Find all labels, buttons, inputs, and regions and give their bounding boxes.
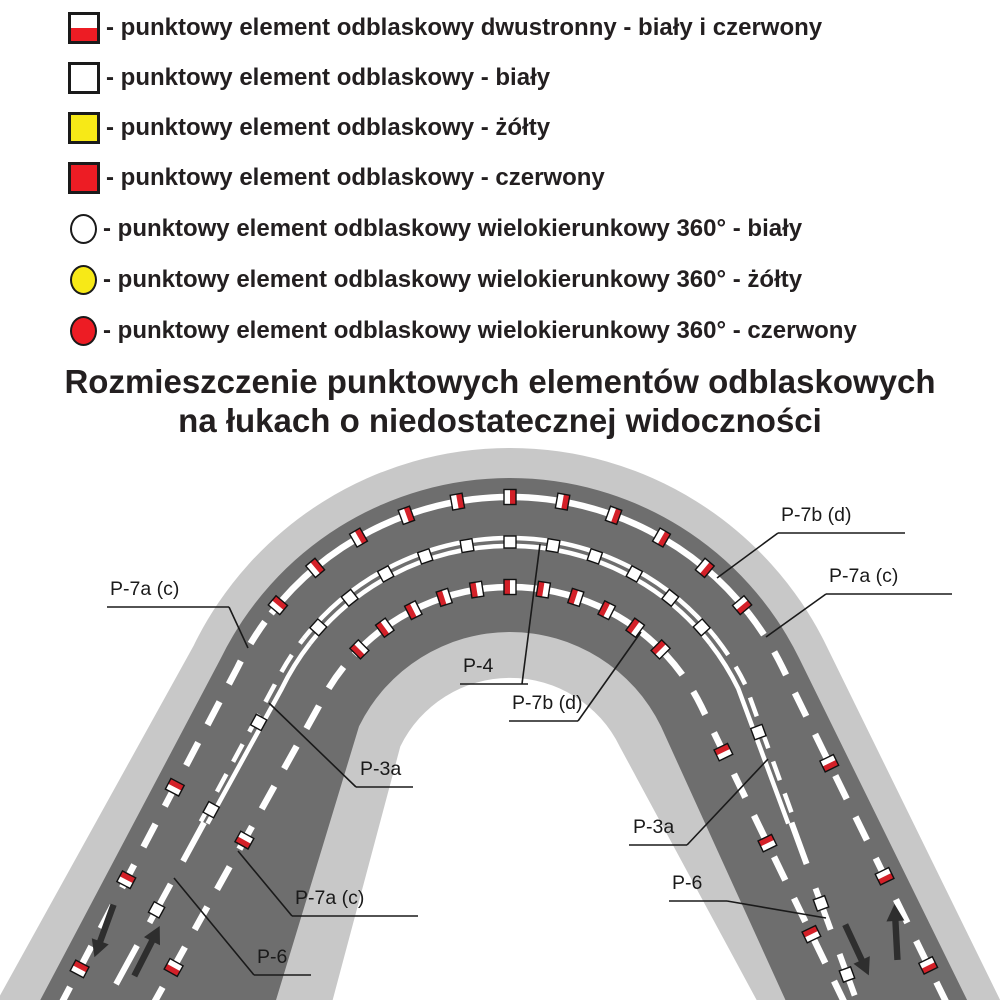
square-red-icon xyxy=(68,162,100,194)
line-label-p7b-top-right: P-7b (d) xyxy=(781,504,852,526)
legend-item-label: - punktowy element odblaskowy - czerwony xyxy=(106,164,605,191)
legend-item-label: - punktowy element odblaskowy dwustronny - biały i czerwony xyxy=(106,14,823,41)
line-label-p7a-bottom-left: P-7a (c) xyxy=(295,887,365,909)
line-label-p6-left: P-6 xyxy=(257,946,288,968)
center-line-marker xyxy=(504,536,516,548)
inner-edge-marker xyxy=(536,581,550,598)
inner-edge-marker-part xyxy=(504,580,510,595)
line-label-p6-right: P-6 xyxy=(672,872,703,894)
outer-edge-marker xyxy=(504,490,516,505)
inner-edge-marker xyxy=(470,581,484,598)
line-label-p7a-left: P-7a (c) xyxy=(110,578,180,600)
legend-item-label: - punktowy element odblaskowy wielokierunkowy 360° - żółty xyxy=(103,266,803,293)
circle-yellow-icon xyxy=(70,265,97,295)
legend-item xyxy=(68,62,550,94)
legend-item-label: - punktowy element odblaskowy - żółty xyxy=(106,114,551,141)
center-line-marker xyxy=(546,539,560,553)
center-line-marker-part xyxy=(504,536,516,548)
line-label-p3a-left: P-3a xyxy=(360,758,402,780)
legend-item xyxy=(68,162,605,194)
legend-item-label: - punktowy element odblaskowy - biały xyxy=(106,64,551,91)
page-title xyxy=(0,362,1000,440)
center-line-marker xyxy=(460,539,474,553)
line-label-p3a-right: P-3a xyxy=(633,816,675,838)
legend-item xyxy=(68,112,550,144)
title-line-2: na łukach o niedostatecznej widoczności xyxy=(178,402,822,439)
legend-item xyxy=(68,214,802,244)
inner-edge-marker xyxy=(504,580,516,595)
circle-red-icon xyxy=(70,316,97,346)
square-white-icon xyxy=(68,62,100,94)
square-half-red-icon xyxy=(68,12,100,44)
center-line-marker-part xyxy=(546,539,560,553)
legend-item-label: - punktowy element odblaskowy wielokierunkowy 360° - biały xyxy=(103,215,803,242)
legend-item-label: - punktowy element odblaskowy wielokierunkowy 360° - czerwony xyxy=(103,317,857,344)
center-line-marker-part xyxy=(460,539,474,553)
outer-edge-marker xyxy=(450,493,464,510)
square-yellow-icon xyxy=(68,112,100,144)
title-line-1: Rozmieszczenie punktowych elementów odblaskowych xyxy=(64,363,936,400)
outer-edge-marker xyxy=(555,493,569,510)
outer-edge-marker-part xyxy=(510,490,516,505)
legend-item xyxy=(68,316,857,346)
circle-white-icon xyxy=(70,214,97,244)
legend-item xyxy=(68,12,822,44)
legend-item xyxy=(68,265,802,295)
line-label-p7b-mid: P-7b (d) xyxy=(512,692,583,714)
line-label-p4: P-4 xyxy=(463,655,494,677)
line-label-p7a-right: P-7a (c) xyxy=(829,565,899,587)
